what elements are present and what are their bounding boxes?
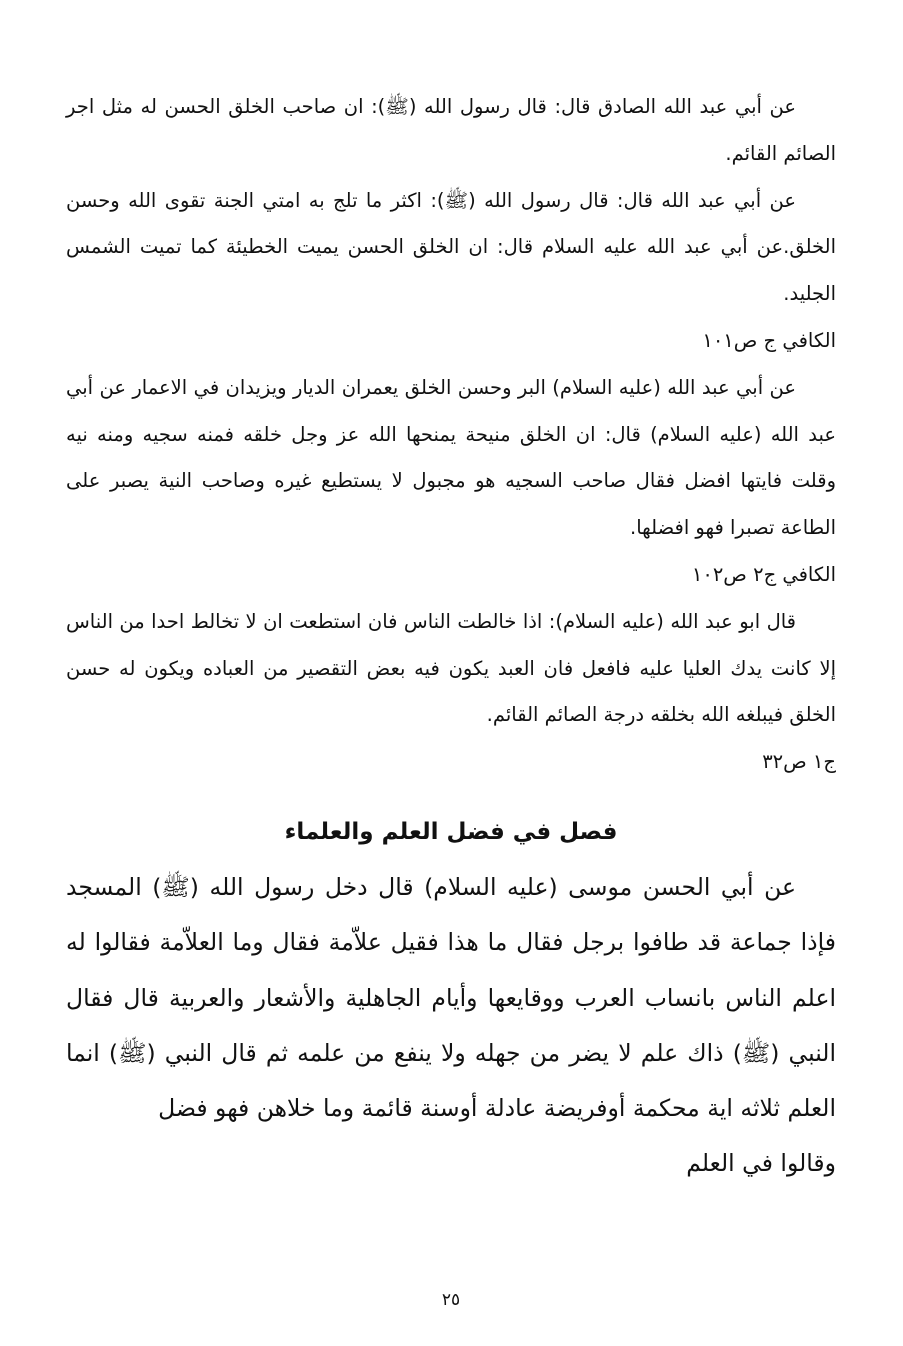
source-reference: الكافي ج ص١٠١ [702,328,836,352]
section-knowledge [66,860,836,1192]
hadith-paragraph: عن أبي الحسن موسى (عليه السلام) قال دخل رسول الله (ﷺ) المسجد فإذا جماعة قد طافوا برجل فقال ما هذا فقيل علاّمة فقال وما العلاّمة فقالوا له اعلم الناس بانساب العرب ووقايعها وأيام الجاهلية والأشعار والعربية قال فقال النبي (ﷺ) ذاك علم لا يضر من جهله ولا ينفع من علمه ثم قال النبي (ﷺ) انما العلم ثلاثه اية محكمة أوفريضة عادلة أوسنة قائمة وما خلاهن فهو فضل [66,873,836,1123]
page-number: ٢٥ [441,1290,461,1310]
hadith-paragraph: عن أبي عبد الله (عليه السلام) البر وحسن الخلق يعمران الديار ويزيدان في الاعمار عن أبي عبد الله (عليه السلام) قال: ان الخلق منيحة يمنحها الله عز وجل خلقه فمنه سجيه ومنه نيه وقلت فايتها افضل فقال صاحب السجيه هو مجبول لا يستطيع غيره وصاحب النية يصبر على الطاعة تصبرا فهو افضلها. [66,375,836,540]
section-good-character [66,84,836,786]
hadith-paragraph: قال ابو عبد الله (عليه السلام): اذا خالطت الناس فان استطعت ان لا تخالط احدا من الناس إلا كانت يدك العليا عليه فافعل فان العبد يكون فيه بعض التقصير من العباده ويكون له حسن الخلق فيبلغه الله بخلقه درجة الصائم القائم. [66,609,836,727]
source-reference: الكافي ج٢ ص١٠٢ [691,562,836,586]
section-heading: فصل في فضل العلم والعلماء [284,819,618,845]
closing-line: وقالوا في العلم [686,1149,836,1178]
source-reference: ج١ ص٣٢ [762,750,836,774]
document-page [66,0,836,1346]
hadith-paragraph: عن أبي عبد الله قال: قال رسول الله (ﷺ): اكثر ما تلج به امتي الجنة تقوى الله وحسن الخلق.عن أبي عبد الله عليه السلام قال: ان الخلق الحسن يميت الخطيئة كما تميت الشمس الجليد. [66,188,836,306]
hadith-paragraph: عن أبي عبد الله الصادق قال: قال رسول الله (ﷺ): ان صاحب الخلق الحسن له مثل اجر الصائم القائم. [66,95,836,165]
